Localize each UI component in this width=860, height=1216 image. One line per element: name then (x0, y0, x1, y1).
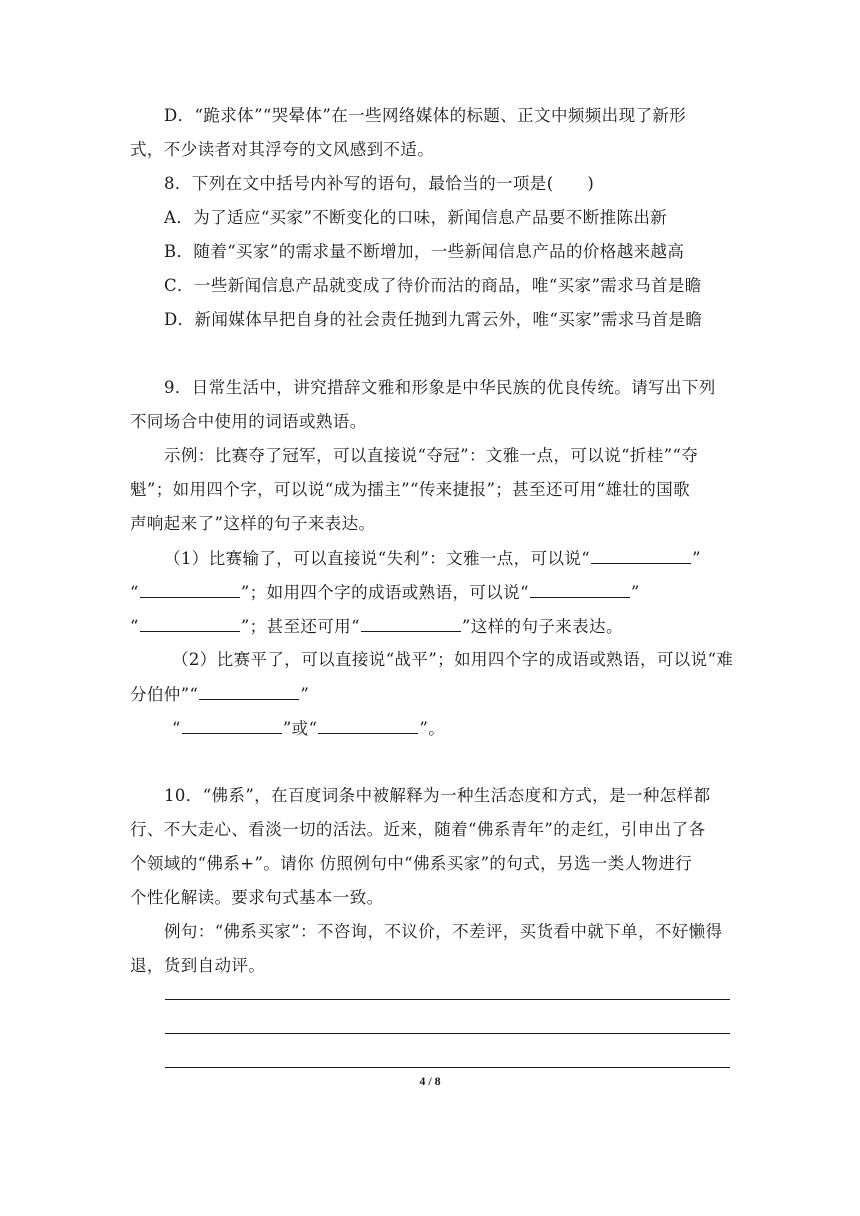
q9-part1-line3 (130, 615, 623, 638)
answer-blank[interactable] (199, 683, 299, 700)
q9-example-line2: 魁”；如用四个字，可以说“成为擂主”“传来捷报”；甚至还可用“雄壮的国歌 (130, 480, 691, 499)
q10-stem-line4: 个性化解读。要求句式基本一致。 (130, 888, 384, 907)
open-quote: “ (172, 719, 181, 738)
close-quote: ” (692, 549, 701, 568)
q9-part1-mid2: ”；甚至还可用“ (240, 617, 360, 636)
answer-line[interactable] (165, 1067, 730, 1068)
close-quote: ” (630, 583, 640, 602)
answer-blank[interactable] (140, 615, 240, 632)
q8-option-c: C．一些新闻信息产品就变成了待价而沽的商品，唯“买家”需求马首是瞻 (164, 276, 702, 295)
q8-option-d: D．新闻媒体早把自身的社会责任抛到九霄云外，唯“买家”需求马首是瞻 (164, 310, 703, 329)
q7-option-d-line2: 式，不少读者对其浮夸的文风感到不适。 (130, 140, 435, 159)
q9-part2-line1: （2）比赛平了，可以直接说“战平”；如用四个字的成语或熟语，可以说“难 (172, 650, 734, 669)
answer-blank[interactable] (530, 581, 630, 598)
q10-example-line2: 退，货到自动评。 (130, 956, 266, 975)
q9-stem-line2: 不同场合中使用的词语或熟语。 (130, 412, 367, 431)
q10-example-line1: 例句：“佛系买家”：不咨询，不议价，不差评，买货看中就下单，不好懒得 (164, 922, 723, 941)
q8-option-b: B．随着“买家”的需求量不断增加，一些新闻信息产品的价格越来越高 (164, 242, 685, 261)
page-number: 4 / 8 (419, 1074, 441, 1088)
answer-blank[interactable] (318, 717, 418, 734)
q9-part1-line2 (130, 581, 640, 604)
q9-part2-mid: ”或“ (282, 719, 318, 738)
answer-blank[interactable] (361, 615, 461, 632)
answer-line[interactable] (165, 999, 730, 1000)
q9-stem-line1: 9．日常生活中，讲究措辞文雅和形象是中华民族的优良传统。请写出下列 (164, 378, 716, 397)
q9-example-line1: 示例：比赛夺了冠军，可以直接说“夺冠”：文雅一点，可以说“折桂”“夺 (164, 446, 699, 465)
q9-part2-line3 (172, 717, 445, 740)
q8-option-a: A．为了适应“买家”不断变化的口味，新闻信息产品要不断推陈出新 (164, 208, 668, 227)
q9-part2-text: 分伯仲”“ (130, 685, 199, 704)
answer-line[interactable] (165, 1033, 730, 1034)
q10-stem-line1: 10．“佛系”，在百度词条中被解释为一种生活态度和方式，是一种怎样都 (164, 786, 711, 805)
q10-stem-line3: 个领域的“佛系+”。请你 仿照例句中“佛系买家”的句式，另选一类人物进行 (130, 854, 693, 873)
q9-part1-end: ”这样的句子来表达。 (461, 617, 623, 636)
q9-part1-mid: ”；如用四个字的成语或熟语，可以说“ (240, 583, 529, 602)
q10-stem-line2: 行、不大走心、看淡一切的活法。近来，随着“佛系青年”的走红，引申出了各 (130, 820, 706, 839)
answer-blank[interactable] (182, 717, 282, 734)
q7-option-d-line1: D．“跪求体”“哭晕体”在一些网络媒体的标题、正文中频频出现了新形 (164, 106, 687, 125)
q8-stem: 8．下列在文中括号内补写的语句，最恰当的一项是( ) (164, 174, 595, 193)
answer-blank[interactable] (140, 581, 240, 598)
q9-example-line3: 声响起来了”这样的句子来表达。 (130, 514, 376, 533)
q9-part2-end: ”。 (419, 719, 446, 738)
q9-part2-line2 (130, 683, 309, 706)
answer-blank[interactable] (591, 547, 691, 564)
open-quote: “ (130, 617, 139, 636)
close-quote: ” (300, 685, 310, 704)
q9-part1-line1 (164, 547, 701, 570)
q9-part1-text: （1）比赛输了，可以直接说“失利”：文雅一点，可以说“ (164, 549, 591, 568)
open-quote: “ (130, 583, 139, 602)
